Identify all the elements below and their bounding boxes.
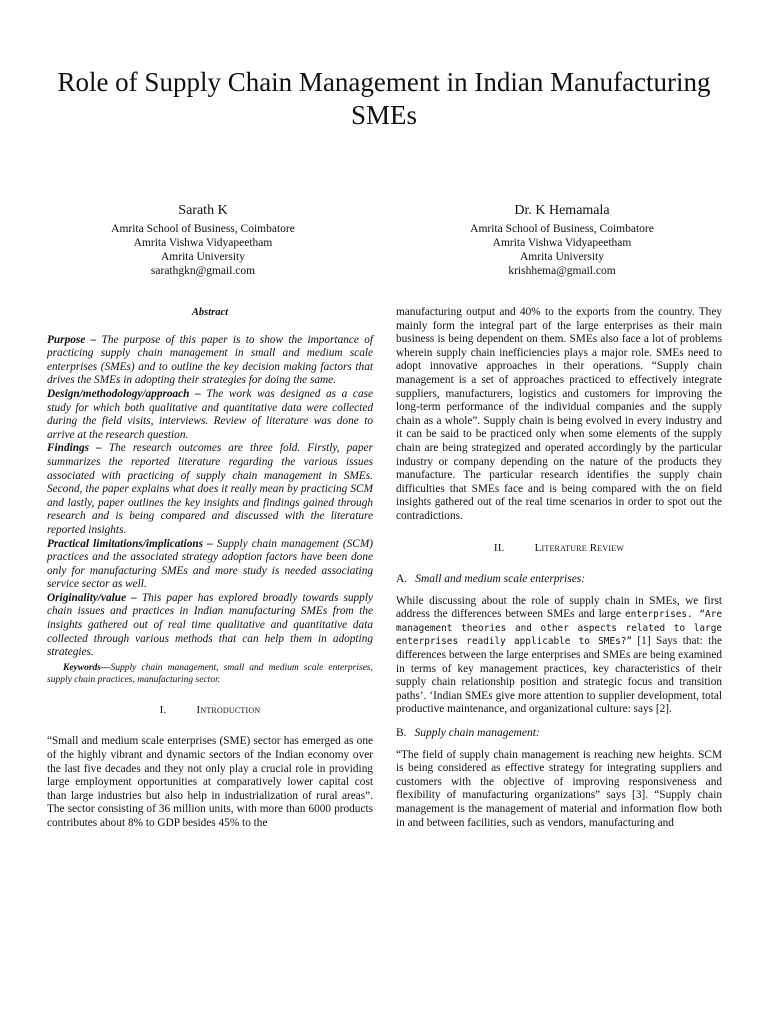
- keywords-text: Supply chain management, small and medium scale enterprises, supply chain practices, manufacturing sector.: [47, 662, 373, 685]
- implications-text: Supply chain management (SCM) practices and the associated strategy adoption factors have been done only for manufacturing SMEs and more study is needed associating service sector as well.: [47, 537, 373, 591]
- abstract-originality: [47, 592, 373, 660]
- scm-paragraph: “The field of supply chain management is reaching new heights. SCM is being considered as effective strategy for integrating suppliers and customers with the objective of improving responsiveness and flexibility of manufacturing organizations” says [3]. “Supply chain management is the management of material and information flow both in and between facilities, such as vendors, manufacturing and: [396, 748, 722, 829]
- author-school: Amrita School of Business, Coimbatore: [111, 223, 295, 235]
- author-institution: Amrita Vishwa Vidyapeetham: [133, 237, 273, 249]
- design-text: The work was designed as a case study for which both qualitative and quantitative data were collected during the field visits, interviews. Review of literature was done to arrive at the research question.: [47, 387, 374, 441]
- originality-label: Originality/value –: [47, 591, 137, 604]
- findings-label: Findings –: [47, 442, 102, 455]
- author-university: Amrita University: [161, 251, 245, 263]
- subsection-title: Small and medium scale enterprises:: [415, 573, 586, 586]
- author-school: Amrita School of Business, Coimbatore: [470, 223, 654, 235]
- intro-paragraph: “Small and medium scale enterprises (SME) sector has emerged as one of the highly vibrant and dynamic sectors of the Indian economy over the last five decades and they not only play a crucial role in providing large employment opportunities at comparatively lower capital cost than large industries but also help in industrialization of rural areas”. The sector consisting of 36 million units, with more than 6000 products contributes about 8% to GDP besides 45% to the: [47, 735, 373, 829]
- purpose-label: Purpose –: [47, 333, 97, 346]
- subsection-title: Supply chain management:: [414, 727, 540, 740]
- section-heading-literature-review: [396, 542, 722, 556]
- author-block-1: [48, 202, 358, 278]
- design-label: Design/methodology/approach –: [47, 387, 201, 400]
- abstract-design: [47, 388, 373, 442]
- author-name: Sarath K: [178, 203, 228, 218]
- abstract-implications: [47, 538, 373, 592]
- sme-quote-mono: enterprises. “Are management theories and other aspects related to large enterprises readily applicable to SMEs?”: [396, 609, 722, 648]
- author-email: krishhema@gmail.com: [508, 265, 616, 277]
- author-name: Dr. K Hemamala: [514, 203, 610, 218]
- subsection-letter: B.: [396, 727, 407, 740]
- section-title: Introduction: [196, 703, 261, 716]
- section-number: I.: [159, 703, 167, 716]
- section-heading-introduction: [47, 704, 373, 718]
- author-email: sarathgkn@gmail.com: [150, 265, 256, 277]
- sme-paragraph: [396, 595, 722, 717]
- subsection-heading-b: [396, 727, 722, 741]
- author-block-2: [407, 202, 717, 278]
- sme-text-2: [1] Says that: the differences between the large enterprises and SMEs are being examined in terms of key management practices, key characteristics of their supply chain relationship position and strategic focus and transition paths’. ‘Indian SMEs give more attention to supplier development, total productive maintenance, and organizational culture: says [2].: [396, 635, 722, 716]
- implications-label: Practical limitations/implications –: [47, 537, 213, 550]
- author-university: Amrita University: [520, 251, 604, 263]
- originality-text: This paper has explored broadly towards supply chain issues and practices in Indian manufacturing SMEs from the insights gathered out of real time qualitative and quantitative data collected through various methods that can help them in adopting strategies.: [47, 591, 373, 659]
- section-number: II.: [493, 541, 505, 554]
- abstract-findings: [47, 442, 373, 537]
- section-title: Literature Review: [534, 541, 625, 554]
- author-institution: Amrita Vishwa Vidyapeetham: [492, 237, 632, 249]
- left-column: [47, 306, 373, 831]
- paper-title: Role of Supply Chain Management in Indian Manufacturing SMEs: [57, 67, 711, 130]
- findings-text: The research outcomes are three fold. Firstly, paper summarizes the reported literature regarding the various issues associated with practicing of supply chain management in SMEs. Second, the paper explains what does it really mean by practicing SCM and lastly, paper outlines the key insights and findings gained through research and is being compared and discussed with the literature reported insights.: [47, 442, 374, 536]
- right-column: [396, 306, 722, 830]
- sme-text-1: While discussing about the role of supply chain in SMEs, we first address the differences between SMEs and large: [396, 594, 722, 621]
- abstract-heading: Abstract: [191, 307, 229, 318]
- subsection-heading-a: [396, 573, 722, 587]
- intro-paragraph-continued: manufacturing output and 40% to the exports from the country. They mainly form the integral part of the large enterprises as their main business is being dependent on them. SMEs also face a lot of problems wherein supply chain inefficiencies plays a major role. SMEs need to adopt innovative approaches in their operations. “Supply chain management is a set of approaches practiced to effectively integrate suppliers, manufacturers, logistics and customers for improving the long-term performance of the individual companies and the supply chain as a whole”. Supply chain is being evolved in every industry and it can be said to be practiced only when some elements of the supply chain are being strategized and operated accordingly by the particular industry or company depending on the nature of the products they manufacture. The particular research identifies the supply chain difficulties that SMEs face and is being compared with the on field insights gathered out of the real time scenarios in order to spot out the contradictions.: [396, 306, 722, 522]
- keywords: [47, 662, 373, 686]
- keywords-label: Keywords—: [63, 662, 111, 673]
- subsection-letter: A.: [396, 573, 408, 586]
- abstract-purpose: [47, 334, 373, 388]
- purpose-text: The purpose of this paper is to show the importance of practicing supply chain management in small and medium scale enterprises (SMEs) and to outline the key decision making factors that drives the SMEs in adopting their strategies for doing the same.: [47, 333, 373, 387]
